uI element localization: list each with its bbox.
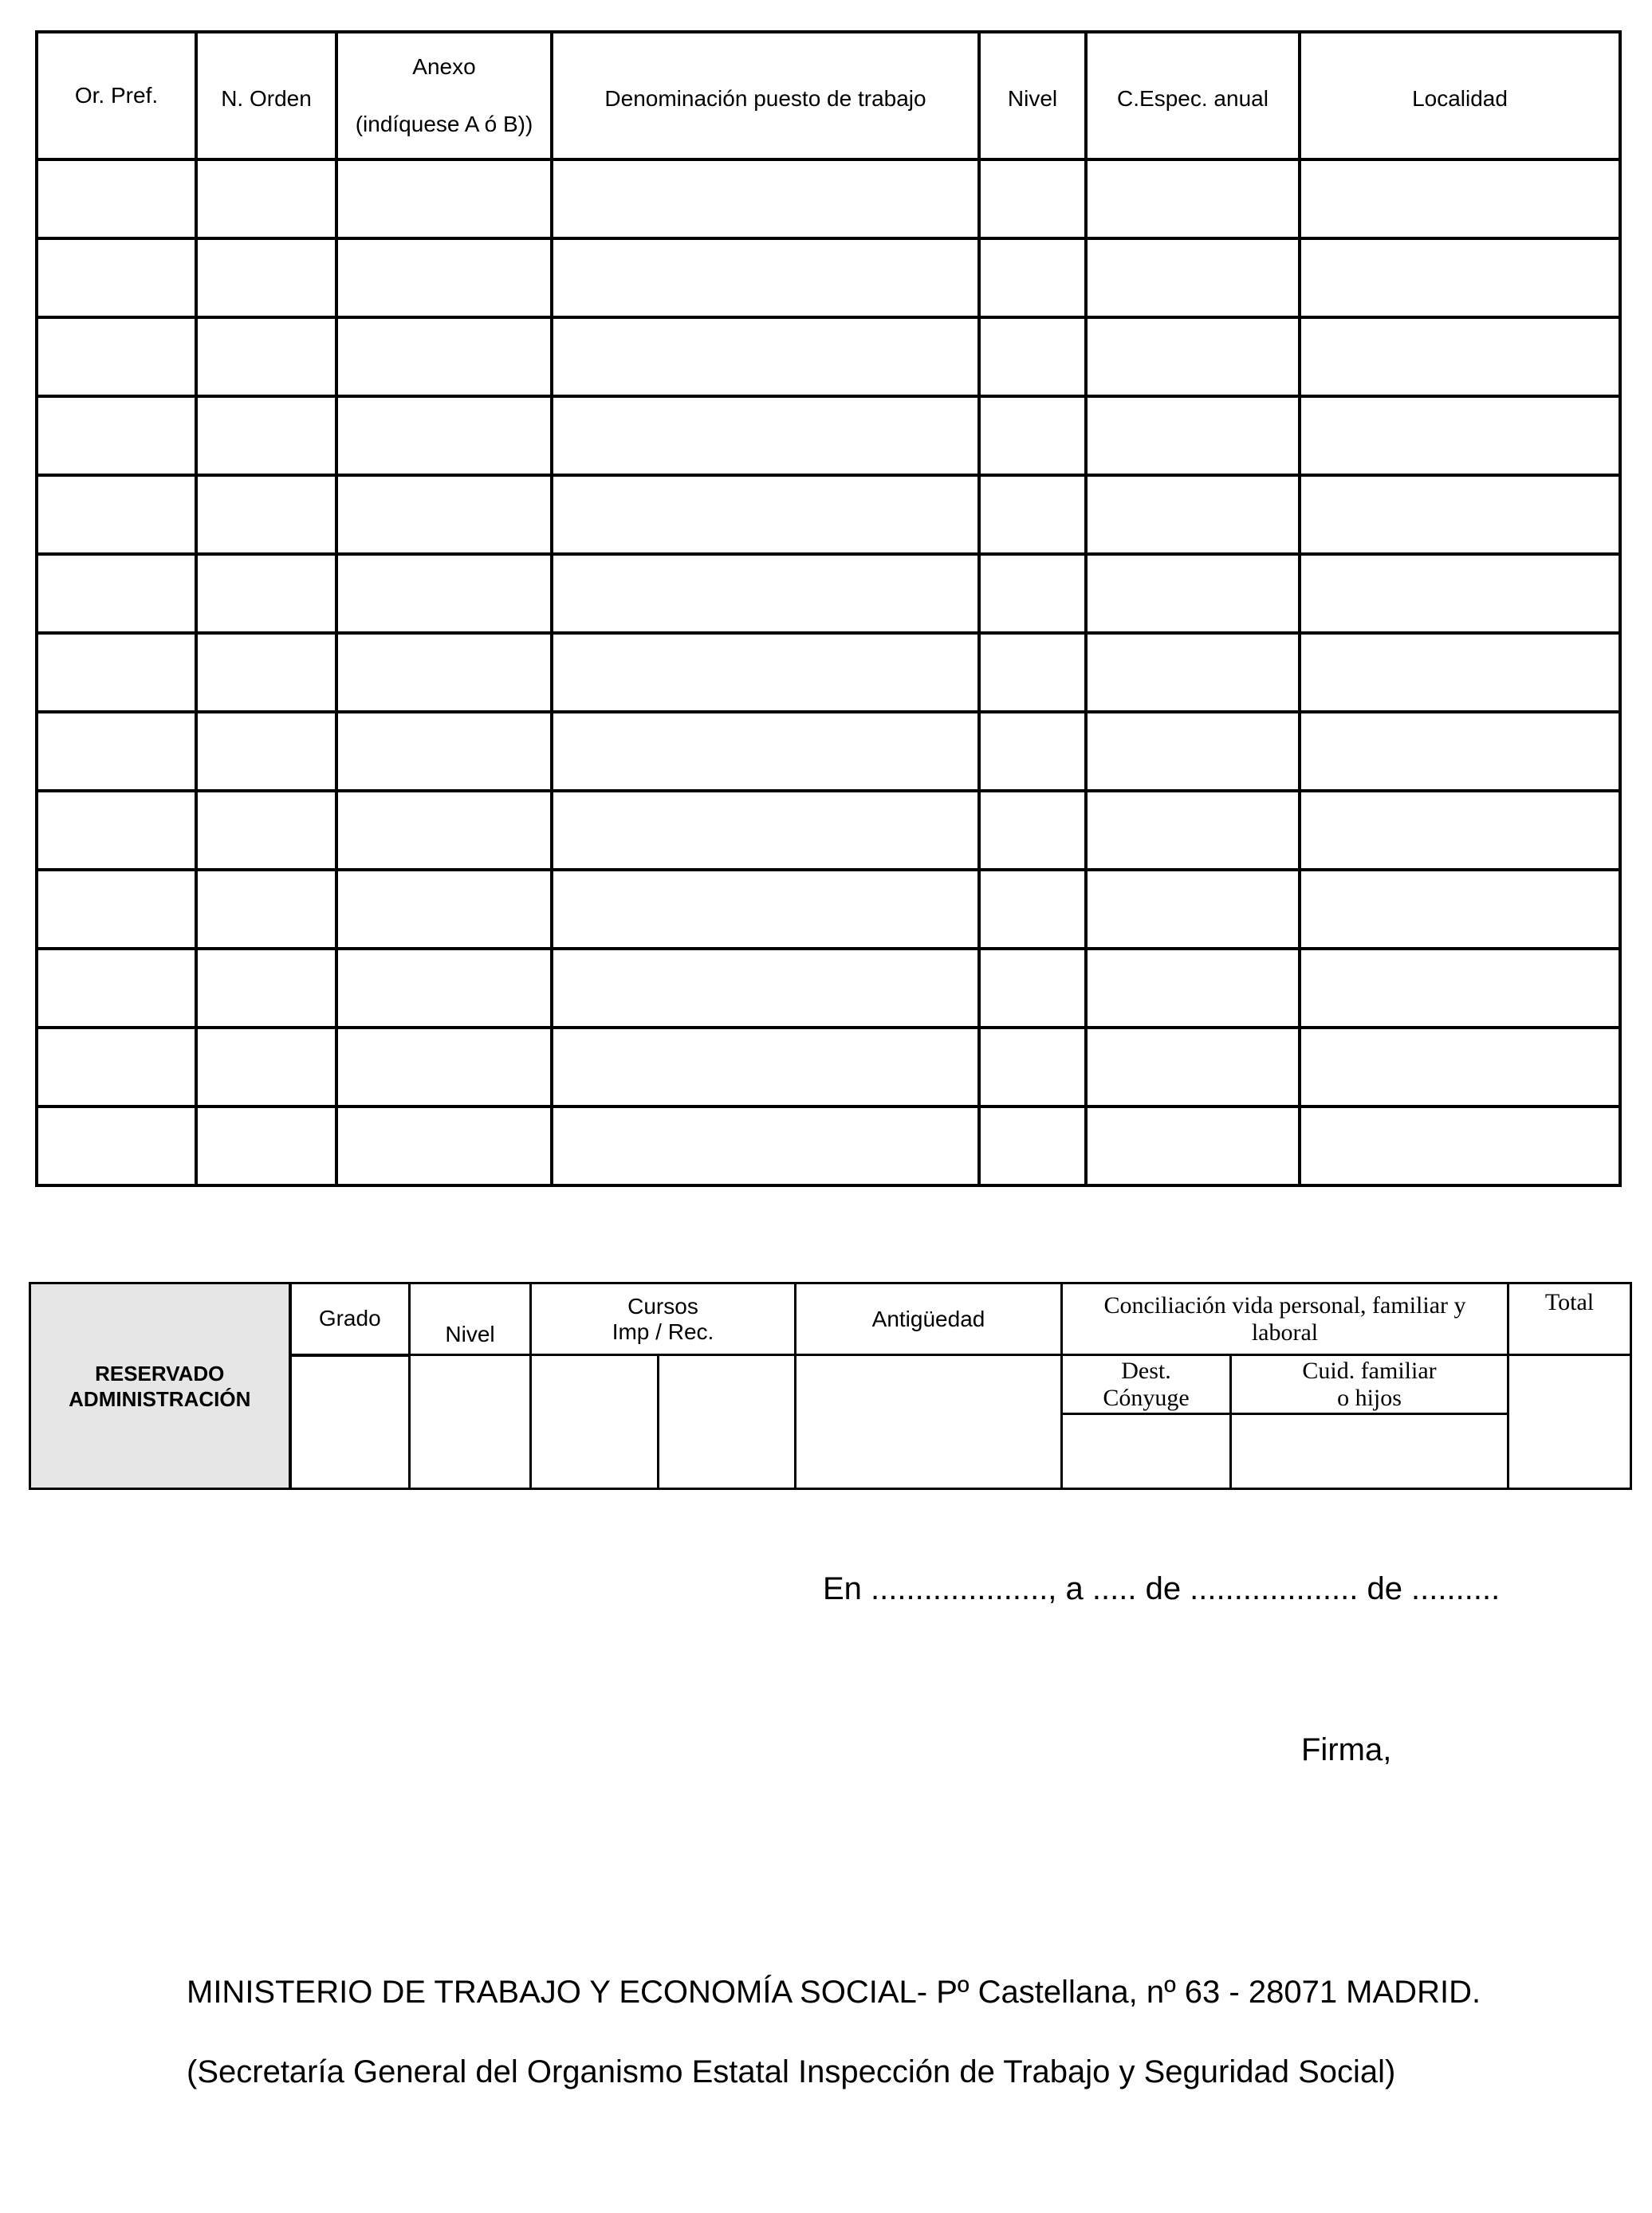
cell-or-pref[interactable] — [37, 554, 196, 633]
total-value-cell — [1508, 1355, 1631, 1489]
cell-n-orden[interactable] — [196, 238, 336, 317]
cursos-label — [531, 1283, 796, 1355]
cell-localidad[interactable] — [1300, 1028, 1620, 1106]
cell-anexo[interactable] — [336, 870, 552, 949]
cell-or-pref[interactable] — [37, 238, 196, 317]
table-row — [37, 317, 1620, 396]
preferences-table — [35, 30, 1622, 1187]
table-row — [37, 159, 1620, 238]
cell-nivel[interactable] — [979, 949, 1086, 1028]
cell-c-espec[interactable] — [1086, 554, 1300, 633]
cell-c-espec[interactable] — [1086, 317, 1300, 396]
header-denominacion: Denominación puesto de trabajo — [552, 32, 979, 159]
cell-anexo[interactable] — [336, 712, 552, 791]
footer-address: MINISTERIO DE TRABAJO Y ECONOMÍA SOCIAL- Pº Castellana, nº 63 - 28071 MADRID. — [187, 1975, 1481, 2010]
cell-c-espec[interactable] — [1086, 949, 1300, 1028]
cuid-familiar-label — [1231, 1355, 1508, 1414]
cell-denominacion[interactable] — [552, 633, 979, 712]
cell-c-espec[interactable] — [1086, 870, 1300, 949]
cell-n-orden[interactable] — [196, 949, 336, 1028]
cell-nivel[interactable] — [979, 159, 1086, 238]
header-anexo-line1: Anexo — [412, 54, 476, 79]
cell-anexo[interactable] — [336, 791, 552, 870]
cell-localidad[interactable] — [1300, 712, 1620, 791]
cursos-line2: Imp / Rec. — [612, 1319, 714, 1344]
cell-or-pref[interactable] — [37, 712, 196, 791]
cell-n-orden[interactable] — [196, 475, 336, 554]
cell-denominacion[interactable] — [552, 870, 979, 949]
cell-n-orden[interactable] — [196, 791, 336, 870]
cell-nivel[interactable] — [979, 791, 1086, 870]
cell-denominacion[interactable] — [552, 949, 979, 1028]
cursos-line1: Cursos — [627, 1293, 698, 1319]
table-row — [37, 554, 1620, 633]
cell-denominacion[interactable] — [552, 1106, 979, 1185]
cell-or-pref[interactable] — [37, 159, 196, 238]
table-row — [37, 870, 1620, 949]
cell-denominacion[interactable] — [552, 712, 979, 791]
table-row — [37, 633, 1620, 712]
nivel-label: Nivel — [410, 1283, 531, 1355]
cell-denominacion[interactable] — [552, 159, 979, 238]
cell-nivel[interactable] — [979, 238, 1086, 317]
cell-or-pref[interactable] — [37, 633, 196, 712]
conciliacion-label — [1062, 1283, 1508, 1355]
cell-anexo[interactable] — [336, 633, 552, 712]
cell-localidad[interactable] — [1300, 396, 1620, 475]
cell-nivel[interactable] — [979, 870, 1086, 949]
cuid-familiar-value-cell — [1231, 1414, 1508, 1489]
cell-anexo[interactable] — [336, 396, 552, 475]
cell-nivel[interactable] — [979, 1028, 1086, 1106]
cell-or-pref[interactable] — [37, 317, 196, 396]
antiguedad-label: Antigüedad — [796, 1283, 1062, 1355]
table-row — [37, 1028, 1620, 1106]
cell-denominacion[interactable] — [552, 238, 979, 317]
cell-c-espec[interactable] — [1086, 1106, 1300, 1185]
cell-n-orden[interactable] — [196, 712, 336, 791]
header-n-orden: N. Orden — [196, 32, 336, 159]
header-anexo-line2: (indíquese A ó B)) — [355, 112, 533, 136]
header-localidad: Localidad — [1300, 32, 1620, 159]
cuid-line1: Cuid. familiar — [1302, 1357, 1437, 1384]
cell-anexo[interactable] — [336, 1106, 552, 1185]
cell-localidad[interactable] — [1300, 475, 1620, 554]
conciliacion-line1: Conciliación vida personal, familiar y — [1103, 1291, 1466, 1319]
cell-c-espec[interactable] — [1086, 1028, 1300, 1106]
header-or-pref: Or. Pref. — [37, 32, 196, 159]
cell-c-espec[interactable] — [1086, 159, 1300, 238]
table-row — [37, 238, 1620, 317]
header-nivel: Nivel — [979, 32, 1086, 159]
cell-anexo[interactable] — [336, 159, 552, 238]
cell-nivel[interactable] — [979, 317, 1086, 396]
header-row — [37, 32, 1620, 159]
cell-c-espec[interactable] — [1086, 633, 1300, 712]
cell-nivel[interactable] — [979, 1106, 1086, 1185]
cell-localidad[interactable] — [1300, 791, 1620, 870]
cell-localidad[interactable] — [1300, 238, 1620, 317]
total-label: Total — [1508, 1283, 1631, 1355]
nivel-value-cell — [410, 1355, 531, 1489]
reserved-administration — [30, 1283, 290, 1489]
cell-localidad[interactable] — [1300, 554, 1620, 633]
table-row — [37, 475, 1620, 554]
cell-nivel[interactable] — [979, 712, 1086, 791]
cell-c-espec[interactable] — [1086, 475, 1300, 554]
cell-n-orden[interactable] — [196, 396, 336, 475]
cell-n-orden[interactable] — [196, 1028, 336, 1106]
cell-anexo[interactable] — [336, 554, 552, 633]
cell-anexo[interactable] — [336, 317, 552, 396]
grado-value-cell — [290, 1355, 410, 1489]
reserved-line1: RESERVADO — [95, 1361, 225, 1386]
cell-anexo[interactable] — [336, 1028, 552, 1106]
cell-or-pref[interactable] — [37, 475, 196, 554]
cell-or-pref[interactable] — [37, 791, 196, 870]
cell-denominacion[interactable] — [552, 475, 979, 554]
preferences-body — [37, 159, 1620, 1185]
dest-line2: Cónyuge — [1103, 1384, 1190, 1411]
table-row — [37, 396, 1620, 475]
cell-denominacion[interactable] — [552, 791, 979, 870]
cell-or-pref[interactable] — [37, 870, 196, 949]
dest-conyuge-value-cell — [1062, 1414, 1231, 1489]
cell-nivel[interactable] — [979, 475, 1086, 554]
date-place-line: En ...................., a ..... de ................... de .......... — [823, 1571, 1501, 1606]
cell-n-orden[interactable] — [196, 317, 336, 396]
cell-denominacion[interactable] — [552, 396, 979, 475]
cell-localidad[interactable] — [1300, 159, 1620, 238]
cell-or-pref[interactable] — [37, 949, 196, 1028]
dest-conyuge-label — [1062, 1355, 1231, 1414]
cell-c-espec[interactable] — [1086, 712, 1300, 791]
cell-localidad[interactable] — [1300, 1106, 1620, 1185]
cell-localidad[interactable] — [1300, 949, 1620, 1028]
grado-label: Grado — [290, 1283, 410, 1355]
admin-table — [29, 1282, 1632, 1490]
cell-or-pref[interactable] — [37, 1106, 196, 1185]
cursos-imp-value-cell — [531, 1355, 659, 1489]
header-anexo — [336, 32, 552, 159]
cell-n-orden[interactable] — [196, 159, 336, 238]
table-row — [37, 712, 1620, 791]
antiguedad-value-cell — [796, 1355, 1062, 1489]
table-row — [37, 949, 1620, 1028]
cell-or-pref[interactable] — [37, 1028, 196, 1106]
header-c-espec: C.Espec. anual — [1086, 32, 1300, 159]
signature-label: Firma, — [1301, 1732, 1392, 1767]
cell-denominacion[interactable] — [552, 554, 979, 633]
cell-anexo[interactable] — [336, 475, 552, 554]
cell-n-orden[interactable] — [196, 633, 336, 712]
cell-nivel[interactable] — [979, 554, 1086, 633]
dest-line1: Dest. — [1121, 1357, 1171, 1384]
cell-n-orden[interactable] — [196, 554, 336, 633]
cell-c-espec[interactable] — [1086, 791, 1300, 870]
cuid-line2: o hijos — [1337, 1384, 1402, 1411]
cell-localidad[interactable] — [1300, 317, 1620, 396]
footer-department: (Secretaría General del Organismo Estatal Inspección de Trabajo y Seguridad Social) — [187, 2054, 1396, 2089]
cell-anexo[interactable] — [336, 949, 552, 1028]
cell-c-espec[interactable] — [1086, 396, 1300, 475]
cursos-rec-value-cell — [659, 1355, 796, 1489]
cell-n-orden[interactable] — [196, 1106, 336, 1185]
table-row — [37, 1106, 1620, 1185]
cell-or-pref[interactable] — [37, 396, 196, 475]
cell-denominacion[interactable] — [552, 317, 979, 396]
cell-nivel[interactable] — [979, 396, 1086, 475]
cell-denominacion[interactable] — [552, 1028, 979, 1106]
reserved-line2: ADMINISTRACIÓN — [69, 1386, 251, 1411]
cell-anexo[interactable] — [336, 238, 552, 317]
cell-n-orden[interactable] — [196, 870, 336, 949]
cell-localidad[interactable] — [1300, 633, 1620, 712]
table-row — [37, 791, 1620, 870]
cell-c-espec[interactable] — [1086, 238, 1300, 317]
cell-localidad[interactable] — [1300, 870, 1620, 949]
cell-nivel[interactable] — [979, 633, 1086, 712]
conciliacion-line2: laboral — [1251, 1319, 1319, 1346]
